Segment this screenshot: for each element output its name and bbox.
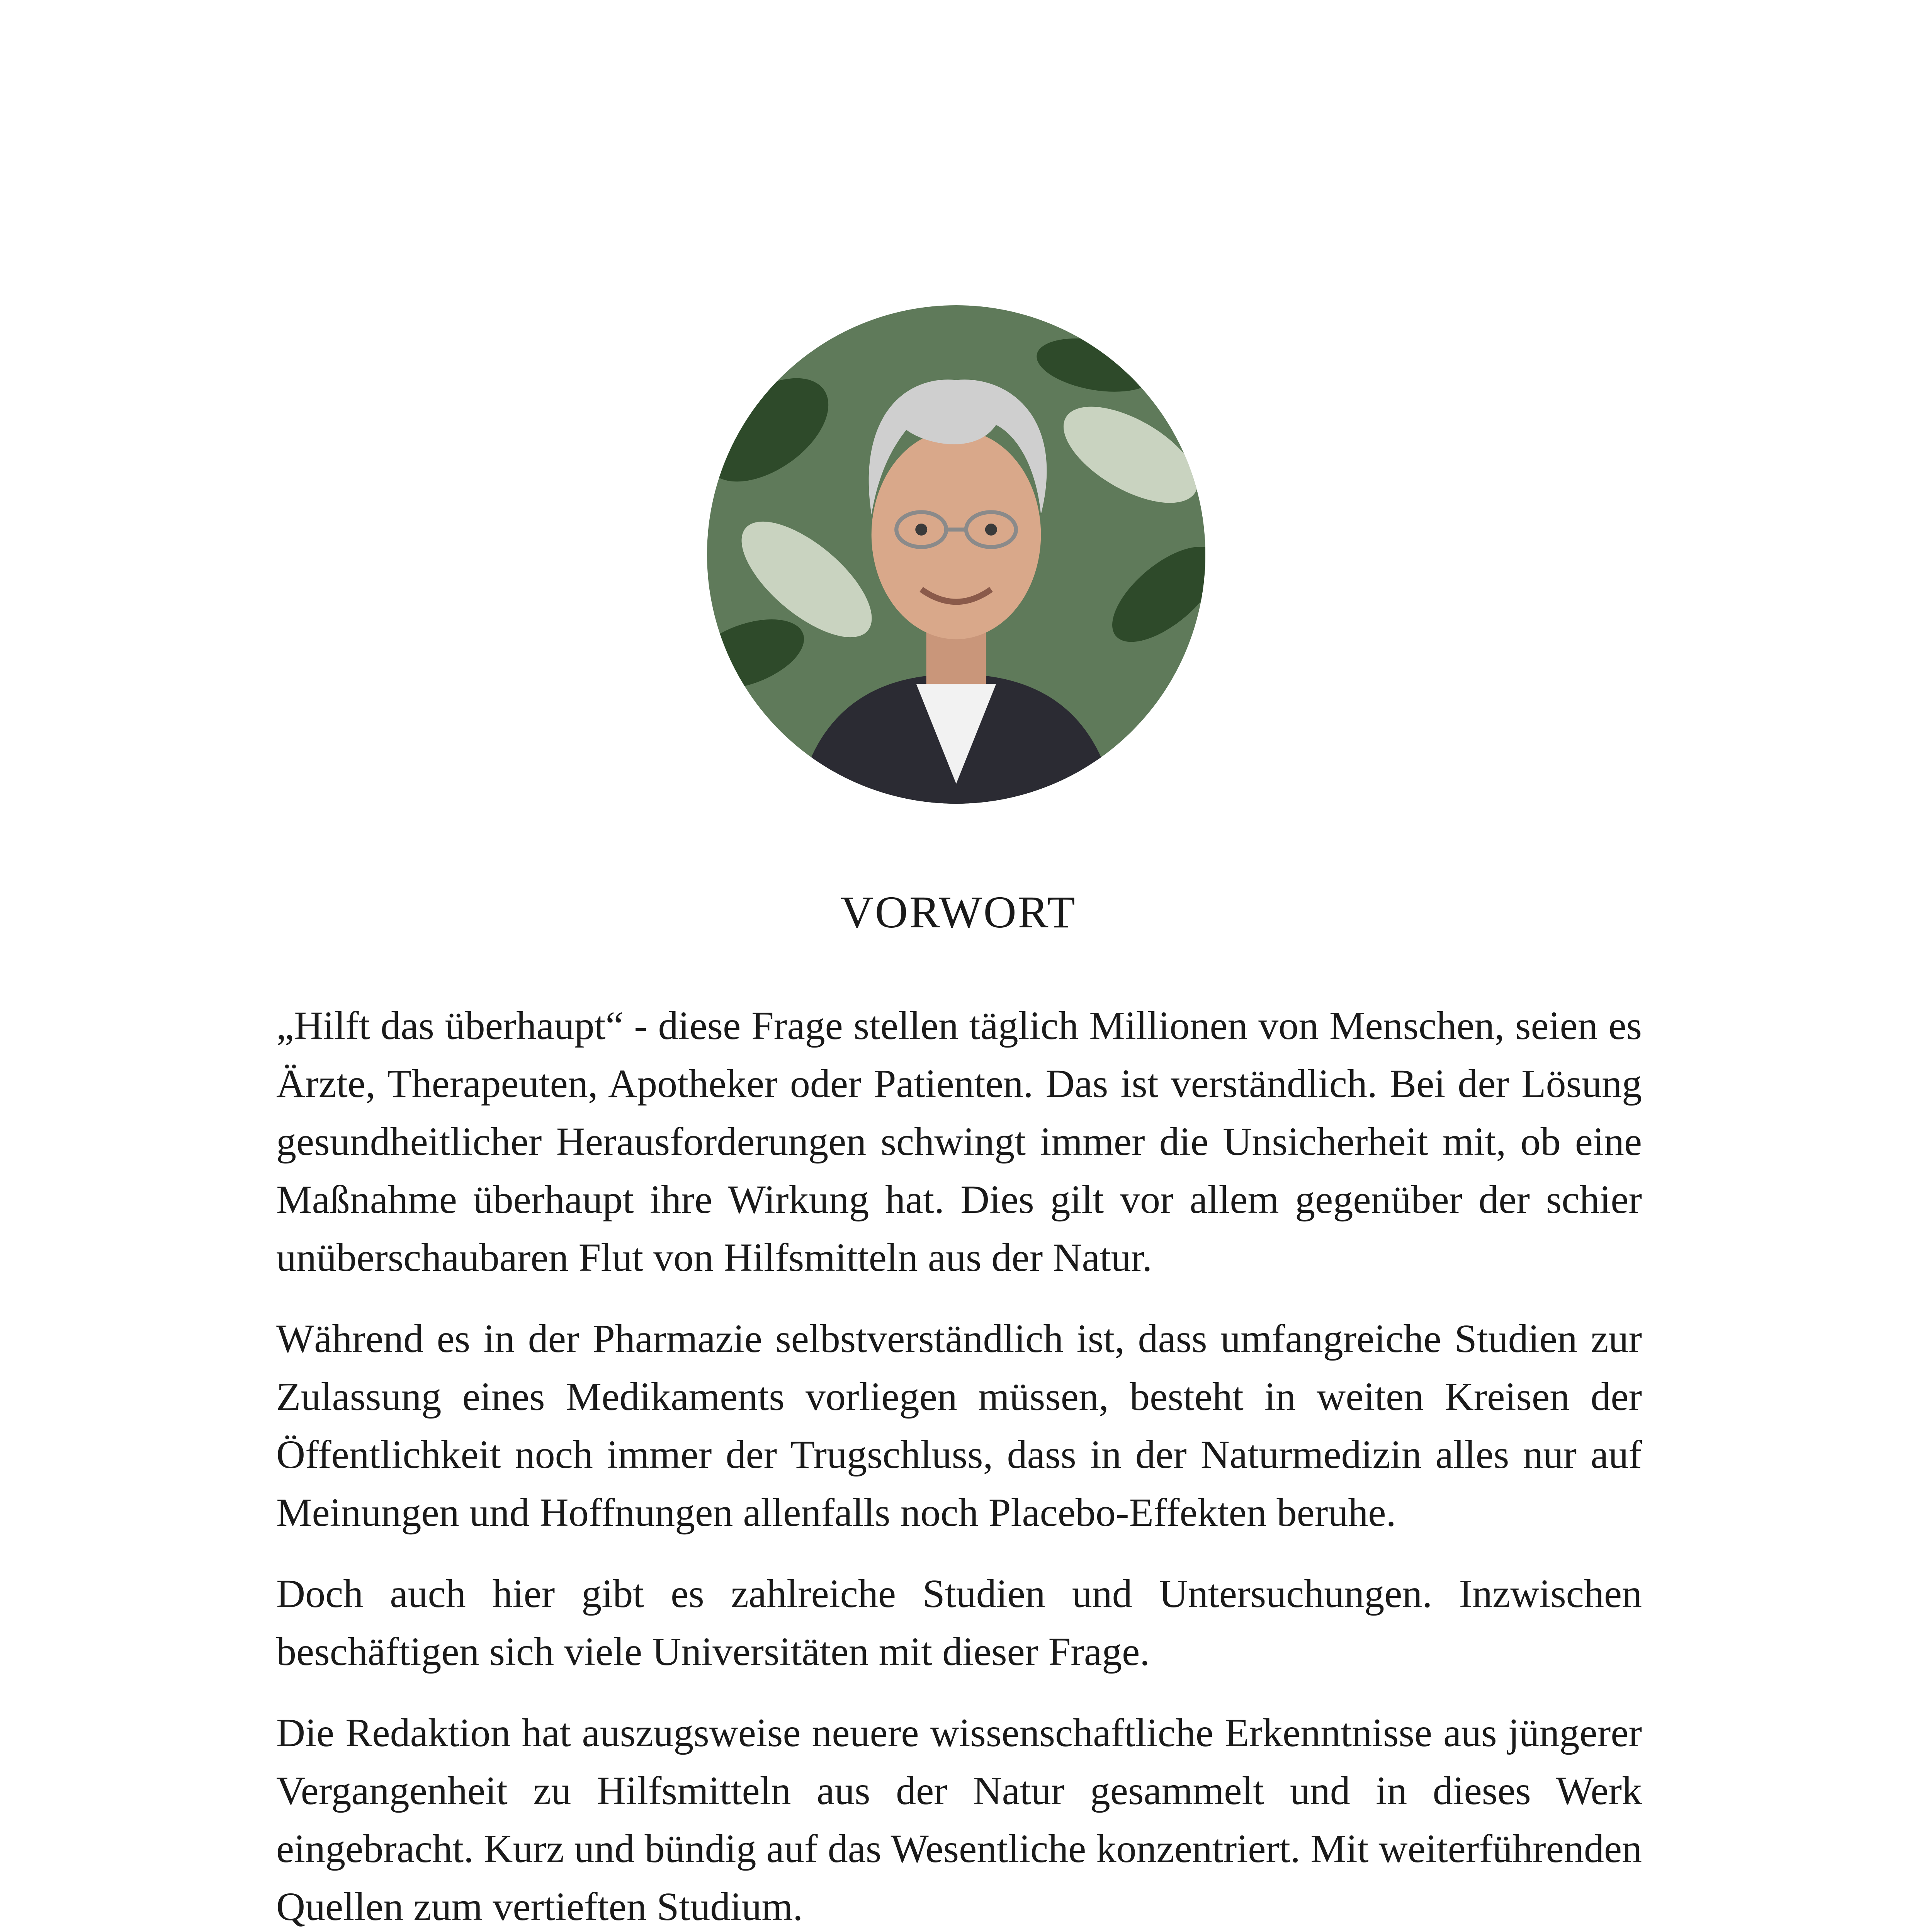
portrait-photo-icon: [707, 305, 1205, 804]
paragraph: Während es in der Pharmazie selbstverständlich ist, dass umfangreiche Studien zur Zulassung eines Medikaments vorliegen müssen, besteht in weiten Kreisen der Öffentlichkeit noch immer der Trugschluss, dass in der Naturmedizin alles nur auf Meinungen und Hoffnungen allenfalls noch Placebo-Effekten beruhe.: [276, 1316, 1642, 1535]
paragraph: Doch auch hier gibt es zahlreiche Studien und Untersuchungen. Inzwischen beschäftigen sich viele Universitäten mit dieser Frage.: [276, 1571, 1642, 1674]
paragraph: „Hilft das überhaupt“ - diese Frage stellen täglich Millionen von Menschen, seien es Ärzte, Therapeuten, Apotheker oder Patienten. Das ist verständlich. Bei der Lösung gesundheitlicher Herausforderungen schwingt immer die Unsicherheit mit, ob eine Maßnahme überhaupt ihre Wirkung hat. Dies gilt vor allem gegenüber der schier unüberschaubaren Flut von Hilfsmitteln aus der Natur.: [276, 1003, 1642, 1280]
page-title: VORWORT: [840, 887, 1077, 937]
author-portrait: [707, 305, 1205, 804]
foreword-text: [276, 997, 1642, 1932]
paragraph: Die Redaktion hat auszugsweise neuere wissenschaftliche Erkenntnisse aus jüngerer Vergangenheit zu Hilfsmitteln aus der Natur gesammelt und in dieses Werk eingebracht. Kurz und bündig auf das Wesentliche konzentriert. Mit weiterführenden Quellen zum vertieften Studium.: [276, 1711, 1642, 1929]
